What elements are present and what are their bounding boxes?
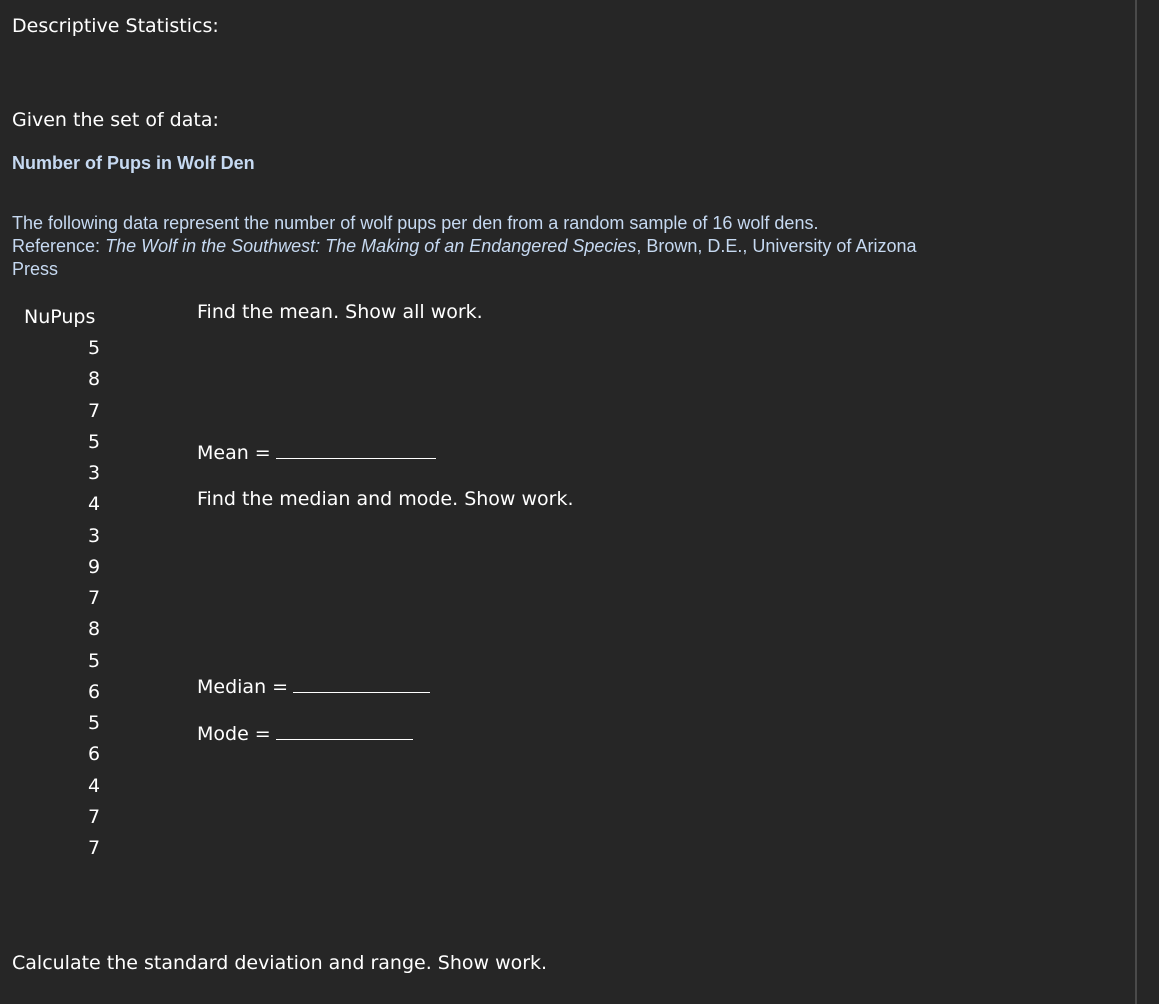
dataset-title: Number of Pups in Wolf Den	[12, 153, 255, 173]
reference-line2: Press	[12, 259, 59, 279]
mode-answer-blank[interactable]	[276, 725, 413, 740]
reference-suffix: , Brown, D.E., University of Arizona	[636, 236, 917, 256]
mean-label: Mean =	[197, 442, 271, 464]
data-value: 5	[87, 430, 101, 453]
median-label: Median =	[197, 676, 289, 698]
data-value: 4	[87, 493, 101, 516]
median-mode-prompt: Find the median and mode. Show work.	[197, 488, 574, 510]
stdev-range-prompt: Calculate the standard deviation and range. Show work.	[12, 952, 548, 974]
mean-answer-line	[197, 441, 436, 465]
data-value: 5	[87, 337, 101, 359]
mode-answer-line	[197, 722, 413, 746]
description-line1: The following data represent the number of wolf pups per den from a random sample of 16 wolf dens.	[12, 213, 819, 233]
data-value: 4	[87, 774, 101, 797]
data-value: 3	[87, 524, 101, 547]
intro-text: Given the set of data:	[12, 109, 219, 131]
median-answer-line	[197, 675, 430, 699]
median-answer-blank[interactable]	[293, 678, 430, 693]
data-value: 5	[87, 712, 101, 734]
reference-prefix: Reference:	[12, 236, 106, 256]
data-value: 8	[87, 618, 101, 641]
mode-label: Mode =	[197, 723, 271, 745]
mean-answer-blank[interactable]	[276, 444, 436, 459]
page-heading: Descriptive Statistics:	[12, 15, 219, 37]
data-value: 6	[87, 743, 101, 766]
data-value: 3	[87, 462, 101, 484]
reference-line	[12, 235, 916, 258]
data-value: 7	[87, 805, 101, 828]
data-value: 5	[87, 649, 101, 672]
right-page-border	[1135, 0, 1137, 1004]
data-value: 7	[87, 587, 101, 609]
table-header: NuPups	[24, 306, 96, 328]
data-value: 6	[87, 680, 101, 703]
data-value: 9	[87, 555, 101, 578]
mean-prompt: Find the mean. Show all work.	[197, 301, 483, 323]
data-value: 7	[87, 399, 101, 422]
reference-title: The Wolf in the Southwest: The Making of an Endangered Species	[105, 236, 637, 256]
data-value: 8	[87, 368, 101, 391]
data-value: 7	[87, 837, 101, 859]
